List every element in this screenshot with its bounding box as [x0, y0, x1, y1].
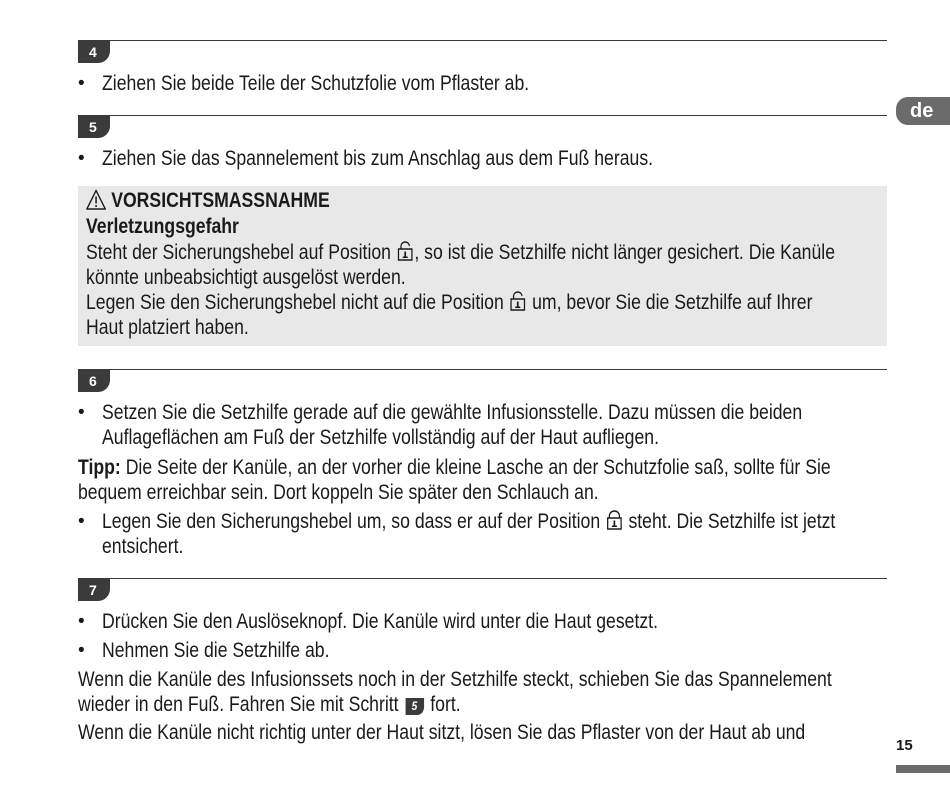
language-tab-label: de	[910, 100, 934, 122]
bullet-icon: •	[78, 73, 85, 94]
caution-line-2: könnte unbeabsichtigt ausgelöst werden.	[86, 266, 406, 289]
page-bar	[896, 765, 950, 773]
bullet-icon: •	[78, 511, 85, 532]
step-7-paragraph-1-line-1: Wenn die Kanüle des Infusionssets noch in der Setzhilfe steckt, schieben Sie das Spannelement	[78, 668, 832, 691]
step-7-header	[78, 578, 887, 604]
step-5-instruction: Ziehen Sie das Spannelement bis zum Anschlag aus dem Fuß heraus.	[102, 147, 654, 170]
tip-line-1: Tipp: Die Seite der Kanüle, an der vorher die kleine Lasche an der Schutzfolie saß, sollte für Sie	[78, 456, 831, 479]
caution-title-text: VORSICHTSMASSNAHME	[111, 189, 330, 212]
step-4-header	[78, 40, 887, 66]
step-6-instruction-1-line-2: Auflageflächen am Fuß der Setzhilfe vollständig auf der Haut aufliegen.	[102, 426, 659, 449]
step-number-badge: 4	[78, 41, 110, 63]
step-number-badge: 7	[78, 579, 110, 601]
step-7-instruction-1: Drücken Sie den Auslöseknopf. Die Kanüle wird unter die Haut gesetzt.	[102, 610, 658, 633]
step-7-instruction-2: Nehmen Sie die Setzhilfe ab.	[102, 639, 330, 662]
step-number-badge: 6	[78, 370, 110, 392]
padlock-open-icon	[397, 241, 414, 261]
step-5-header	[78, 115, 887, 141]
step-reference-badge: 5	[405, 698, 423, 715]
bullet-icon: •	[78, 640, 85, 661]
caution-line-1: Steht der Sicherungshebel auf Position , so ist die Setzhilfe nicht länger gesichert. Die Kanüle	[86, 241, 836, 264]
bullet-icon: •	[78, 148, 85, 169]
step-6-instruction-1-line-1: Setzen Sie die Setzhilfe gerade auf die gewählte Infusionsstelle. Dazu müssen die beiden	[102, 401, 803, 424]
page-number: 15	[896, 737, 913, 754]
caution-subtitle: Verletzungsgefahr	[86, 215, 239, 238]
step-4-instruction: Ziehen Sie beide Teile der Schutzfolie vom Pflaster ab.	[102, 72, 530, 95]
caution-line-3: Legen Sie den Sicherungshebel nicht auf die Position um, bevor Sie die Setzhilfe auf Ihrer	[86, 291, 813, 314]
bullet-icon: •	[78, 611, 85, 632]
caution-line-4: Haut platziert haben.	[86, 316, 249, 339]
caution-title	[86, 188, 376, 214]
bullet-icon: •	[78, 402, 85, 423]
tip-label: Tipp:	[78, 456, 121, 479]
step-divider	[78, 578, 887, 579]
step-6-instruction-2-line-2: entsichert.	[102, 535, 184, 558]
language-tab	[896, 97, 950, 125]
step-7-paragraph-1-line-2: wieder in den Fuß. Fahren Sie mit Schritt 5 fort.	[78, 693, 461, 716]
step-6-header	[78, 369, 887, 395]
step-6-instruction-2-line-1: Legen Sie den Sicherungshebel um, so dass er auf der Position steht. Die Setzhilfe ist jetzt	[102, 510, 836, 533]
padlock-open-icon	[510, 291, 527, 311]
padlock-closed-icon	[606, 510, 623, 530]
step-divider	[78, 40, 887, 41]
step-number-badge: 5	[78, 116, 110, 138]
step-7-paragraph-2-line-1: Wenn die Kanüle nicht richtig unter der Haut sitzt, lösen Sie das Pflaster von der Haut ab und	[78, 721, 806, 744]
step-divider	[78, 115, 887, 116]
warning-triangle-icon	[86, 189, 106, 210]
tip-line-2: bequem erreichbar sein. Dort koppeln Sie später den Schlauch an.	[78, 481, 599, 504]
step-divider	[78, 369, 887, 370]
